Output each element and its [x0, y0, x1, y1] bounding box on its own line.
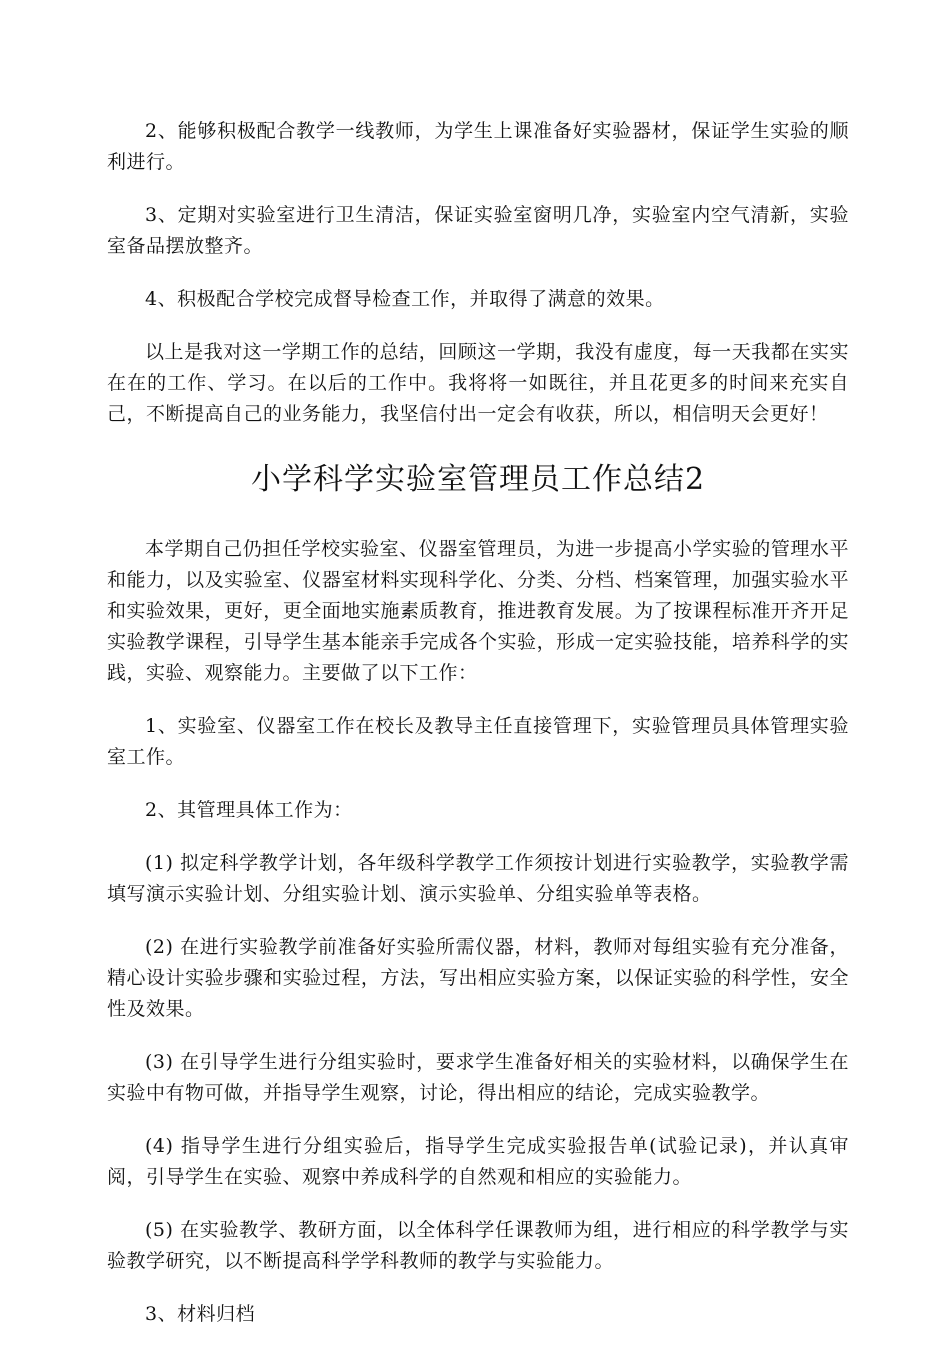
paragraph: (4) 指导学生进行分组实验后，指导学生完成实验报告单(试验记录)，并认真审阅，引导学生在实验、观察中养成科学的自然观和相应的实验能力。	[107, 1135, 849, 1188]
paragraph: 4、积极配合学校完成督导检查工作，并取得了满意的效果。	[145, 288, 665, 310]
paragraph: (5) 在实验教学、教研方面，以全体科学任课教师为组，进行相应的科学教学与实验教学研究，以不断提高科学学科教师的教学与实验能力。	[107, 1219, 849, 1272]
document-body	[107, 116, 849, 1352]
paragraph: 2、其管理具体工作为：	[145, 799, 353, 821]
paragraph: 3、材料归档	[145, 1303, 256, 1325]
paragraph: 本学期自己仍担任学校实验室、仪器室管理员，为进一步提高小学实验的管理水平和能力，以及实验室、仪器室材料实现科学化、分类、分档、档案管理，加强实验水平和实验效果，更好，更全面地实施素质教育，推进教育发展。为了按课程标准开齐开足实验教学课程，引导学生基本能亲手完成各个实验，形成一定实验技能，培养科学的实践，实验、观察能力。主要做了以下工作：	[107, 538, 849, 684]
section-title: 小学科学实验室管理员工作总结2	[250, 462, 706, 497]
paragraph: 3、定期对实验室进行卫生清洁，保证实验室窗明几净，实验室内空气清新，实验室备品摆放整齐。	[107, 204, 849, 257]
paragraph: (3) 在引导学生进行分组实验时，要求学生准备好相关的实验材料，以确保学生在实验中有物可做，并指导学生观察，讨论，得出相应的结论，完成实验教学。	[107, 1051, 849, 1104]
paragraph: 1、实验室、仪器室工作在校长及教导主任直接管理下，实验管理员具体管理实验室工作。	[107, 715, 849, 768]
paragraph: (1) 拟定科学教学计划，各年级科学教学工作须按计划进行实验教学，实验教学需填写演示实验计划、分组实验计划、演示实验单、分组实验单等表格。	[107, 852, 849, 905]
paragraph: 以上是我对这一学期工作的总结，回顾这一学期，我没有虚度，每一天我都在实实在在的工作、学习。在以后的工作中。我将将一如既往，并且花更多的时间来充实自己，不断提高自己的业务能力，我坚信付出一定会有收获，所以，相信明天会更好！	[107, 341, 849, 425]
paragraph: (2) 在进行实验教学前准备好实验所需仪器，材料，教师对每组实验有充分准备，精心设计实验步骤和实验过程，方法，写出相应实验方案，以保证实验的科学性，安全性及效果。	[107, 936, 849, 1020]
paragraph: 2、能够积极配合教学一线教师，为学生上课准备好实验器材，保证学生实验的顺利进行。	[107, 120, 849, 173]
